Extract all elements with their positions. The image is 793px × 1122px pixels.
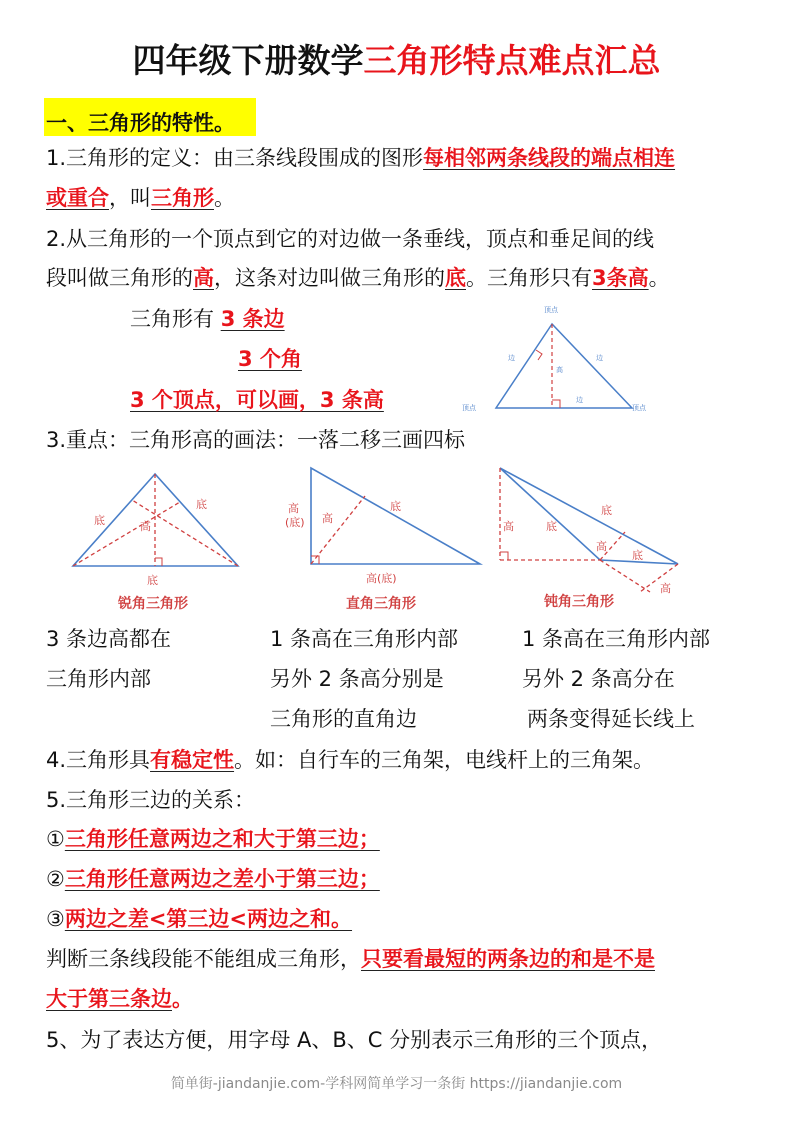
obtuse-extension-2	[600, 560, 650, 592]
paragraph-1-line-2: 或重合，叫三角形。	[46, 186, 235, 210]
right-height	[311, 496, 365, 564]
paragraph-2-line-2: 段叫做三角形的高，这条对边叫做三角形的底。三角形只有3条高。	[46, 266, 670, 290]
label-right-side: 边	[596, 354, 603, 362]
acute-height-3	[132, 500, 238, 566]
obtuse-label-height-right: 高	[660, 582, 671, 595]
acute-right-mark	[155, 558, 162, 566]
figure-three-triangles	[60, 460, 720, 616]
rule-1: ①三角形任意两边之和大于第三边；	[46, 827, 380, 851]
paragraph-1-line-1: 1.三角形的定义：由三条线段围成的图形每相邻两条线段的端点相连	[46, 146, 676, 170]
right-label-base: 底	[390, 500, 401, 513]
label-top-vertex: 顶点	[544, 306, 558, 314]
desc-obtuse-2: 另外 2 条高分在	[522, 667, 675, 691]
obtuse-label-base-left: 底	[546, 520, 557, 533]
label-left-vertex: 顶点	[462, 404, 476, 412]
paragraph-2-line-1: 2.从三角形的一个顶点到它的对边做一条垂线，顶点和垂足间的线	[46, 227, 655, 251]
acute-label-base-bottom: 底	[147, 574, 158, 587]
triangle-shape	[496, 324, 632, 408]
label-right-vertex: 顶点	[632, 404, 646, 412]
obtuse-height-2	[640, 564, 678, 592]
judge-line-1: 判断三条线段能不能组成三角形，只要看最短的两条边的和是不是	[46, 947, 655, 971]
acute-label-base-left: 底	[94, 514, 105, 527]
desc-acute-1: 3 条边高都在	[46, 627, 172, 651]
desc-right-3: 三角形的直角边	[270, 707, 417, 731]
obtuse-label-height-left: 高	[503, 520, 514, 533]
paragraph-6: 5、为了表达方便，用字母 A、B、C 分别表示三角形的三个顶点，	[46, 1028, 663, 1052]
obtuse-label-base-top: 底	[601, 504, 612, 517]
right-label-height: 高	[322, 512, 333, 525]
caption-acute: 锐角三角形	[118, 596, 188, 612]
desc-acute-2: 三角形内部	[46, 667, 151, 691]
judge-line-2: 大于第三条边。	[46, 987, 193, 1011]
paragraph-5-heading: 5.三角形三边的关系：	[46, 788, 256, 812]
desc-obtuse-1: 1 条高在三角形内部	[522, 627, 711, 651]
paragraph-4: 4.三角形具有稳定性。如：自行车的三角架，电线杆上的三角架。	[46, 748, 655, 772]
section-heading: 一、三角形的特性。	[46, 111, 235, 135]
footer: 简单街-jiandanjie.com-学科网简单学习一条街 https://jiandanjie.com	[170, 1076, 623, 1092]
right-triangle	[311, 468, 480, 564]
label-base: 边	[576, 396, 583, 404]
acute-label-height: 高	[140, 520, 151, 533]
obtuse-label-height-mid: 高	[596, 540, 607, 553]
rule-3: ③两边之差<第三边<两边之和。	[46, 907, 353, 931]
triangle-has-vertices: 3 个顶点，可以画，3 条高	[130, 388, 384, 412]
label-height: 高	[556, 366, 563, 374]
triangle-has-angles: 3 个角	[238, 347, 302, 371]
desc-right-2: 另外 2 条高分别是	[270, 667, 444, 691]
triangle-has-sides: 三角形有 3 条边	[130, 307, 285, 331]
obtuse-label-base-right: 底	[632, 549, 643, 562]
caption-right: 直角三角形	[346, 596, 416, 612]
figure-triangle-parts	[460, 302, 660, 418]
label-left-side: 边	[508, 354, 515, 362]
obtuse-right-mark	[500, 552, 508, 560]
paragraph-3: 3.重点：三角形高的画法：一落二移三画四标	[46, 428, 466, 452]
caption-obtuse: 钝角三角形	[544, 594, 614, 610]
rule-2: ②三角形任意两边之差小于第三边；	[46, 867, 380, 891]
acute-label-base-right: 底	[196, 498, 207, 511]
acute-height-2	[73, 502, 180, 566]
right-label-height-side: 高	[288, 502, 299, 515]
right-angle-mark	[552, 400, 560, 408]
desc-right-1: 1 条高在三角形内部	[270, 627, 459, 651]
right-label-base-paren: (底)	[285, 516, 305, 529]
right-label-height-base: 高(底)	[366, 572, 397, 585]
page-title: 四年级下册数学三角形特点难点汇总	[132, 41, 661, 80]
obtuse-triangle	[500, 468, 678, 564]
angle-mark	[536, 350, 542, 360]
desc-obtuse-3: 两条变得延长线上	[527, 707, 695, 731]
